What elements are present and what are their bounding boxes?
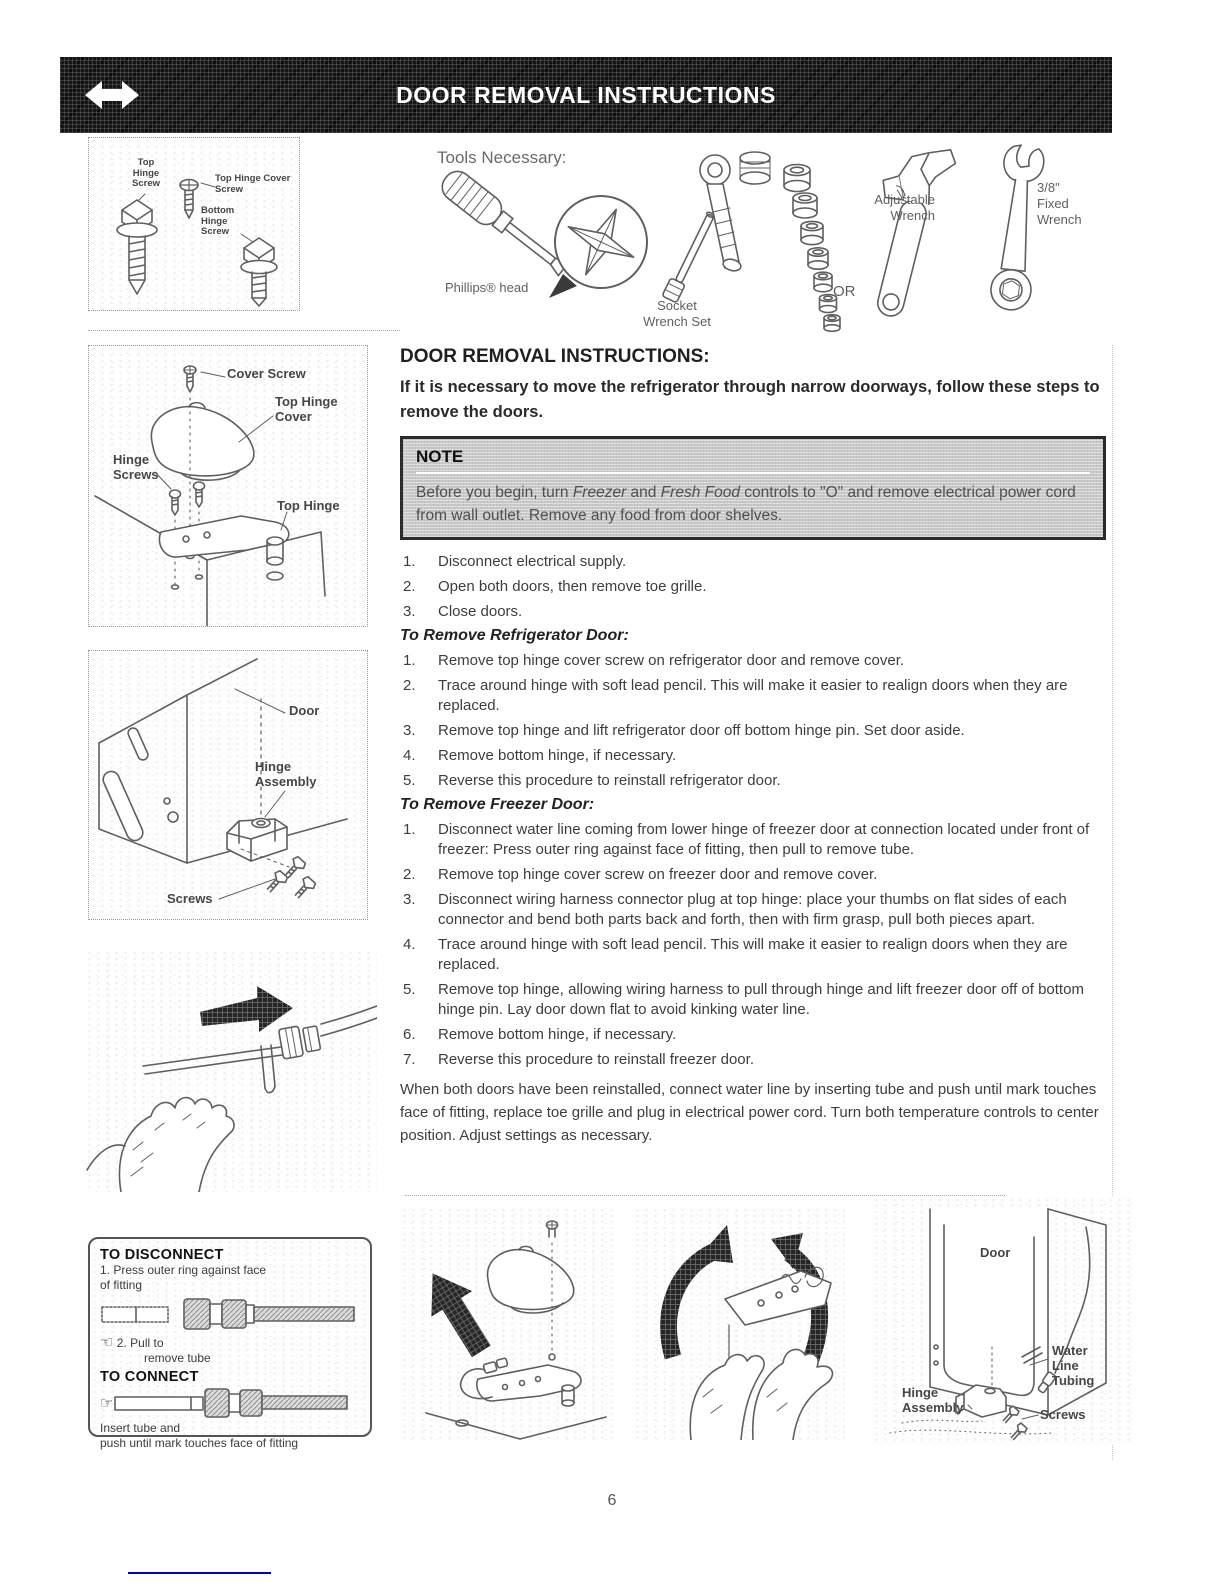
label-water-line-tubing: Water Line Tubing	[1052, 1343, 1095, 1388]
list-item: Close doors.	[438, 603, 523, 620]
tools-heading: Tools Necessary:	[437, 148, 567, 167]
refrigerator-section-heading: To Remove Refrigerator Door:	[400, 627, 629, 644]
list-item: Trace around hinge with soft lead pencil. This will make it easier to realign doors when they are replaced.	[438, 936, 1068, 973]
remove-cover-illustration	[400, 1207, 615, 1440]
top-hinge-figure	[88, 345, 368, 627]
disconnect-harness-illustration	[633, 1207, 845, 1440]
list-item: Reverse this procedure to reinstall freezer door.	[438, 1051, 754, 1068]
list-item: Remove bottom hinge, if necessary.	[438, 747, 677, 764]
label-top-hinge-screw: Top Hinge Screw	[132, 157, 160, 189]
banner-title: DOOR REMOVAL INSTRUCTIONS	[396, 81, 776, 108]
pull-tube-figure	[85, 950, 377, 1192]
list-item: Trace around hinge with soft lead pencil. This will make it easier to realign doors when they are replaced.	[438, 677, 1068, 714]
connect-caption: Insert tube and push until mark touches face of fitting	[100, 1421, 299, 1450]
label-door: Door	[980, 1245, 1011, 1260]
tools-illustration	[425, 142, 1085, 342]
page-number: 6	[607, 1492, 617, 1509]
hand-pointer-icon: ☜	[100, 1333, 114, 1351]
disconnect-step2: ☜ 2. Pull to remove tube	[100, 1333, 211, 1365]
connect-title: TO CONNECT	[100, 1369, 199, 1385]
screw-identification-figure	[88, 137, 300, 311]
top-hinge-illustration	[89, 346, 367, 626]
list-item: Remove top hinge cover screw on refrigerator door and remove cover.	[438, 652, 905, 669]
note-body: Before you begin, turn Freezer and Fresh Food controls to "O" and remove electrical power cord from wall outlet. Remove any food from door shelves.	[416, 484, 1076, 524]
list-item: Remove top hinge cover screw on freezer door and remove cover.	[438, 866, 878, 883]
label-top-hinge-cover: Top Hinge Cover	[275, 394, 338, 424]
freezer-steps-list	[400, 820, 1106, 1070]
page-title: DOOR REMOVAL INSTRUCTIONS:	[400, 346, 710, 367]
label-bottom-hinge-screw: Bottom Hinge Screw	[201, 205, 235, 237]
label-adjustable-wrench: Adjustable Wrench	[874, 192, 935, 223]
disconnect-harness-panel	[633, 1207, 845, 1440]
list-item: Reverse this procedure to reinstall refrigerator door.	[438, 772, 781, 789]
label-phillips-head: Phillips® head	[445, 280, 529, 295]
list-item: Remove bottom hinge, if necessary.	[438, 1026, 677, 1043]
label-top-hinge-cover-screw: Top Hinge Cover Screw	[215, 173, 291, 195]
label-fixed-wrench: 3/8" Fixed Wrench	[1037, 180, 1082, 227]
initial-steps-list	[400, 552, 1106, 622]
label-screws: Screws	[167, 891, 213, 906]
divider-bottom	[405, 1195, 1005, 1196]
freezer-bottom-hinge-panel	[872, 1197, 1135, 1445]
label-door: Door	[289, 703, 320, 718]
remove-cover-panel	[400, 1207, 615, 1440]
closing-paragraph: When both doors have been reinstalled, connect water line by inserting tube and push until mark touches face of fitting, replace toe grille and plug in electrical power cord. Turn both temperature controls to center position. Adjust settings as necessary.	[400, 1081, 1099, 1144]
screws-illustration	[89, 138, 299, 308]
water-line-connect-box	[88, 1237, 372, 1450]
pull-tube-illustration	[85, 950, 377, 1192]
divider-top	[88, 330, 400, 331]
list-item: Open both doors, then remove toe grille.	[438, 578, 707, 595]
label-hinge-screws: Hinge Screws	[113, 452, 159, 482]
list-item: Disconnect wiring harness connector plug at top hinge: place your thumbs on flat sides of each connector and bend both parts back and forth, then with firm grasp, pull both pieces apart.	[438, 891, 1067, 928]
footer-underline	[128, 1572, 271, 1574]
section-banner	[60, 57, 1112, 133]
left-right-arrow-icon	[84, 76, 140, 114]
label-cover-screw: Cover Screw	[227, 366, 306, 381]
disconnect-fitting-illustration	[100, 1293, 358, 1335]
label-or: OR	[833, 283, 856, 300]
note-freshfood-italic: Fresh Food	[660, 484, 740, 501]
list-item: Remove top hinge, allowing wiring harness to pull through hinge and lift freezer door off of bottom hinge pin. Lay door down flat to avoid kinking water line.	[438, 981, 1084, 1018]
connect-fitting-illustration	[113, 1385, 349, 1421]
note-freezer-italic: Freezer	[572, 484, 627, 501]
freezer-section-heading: To Remove Freezer Door:	[400, 796, 595, 813]
label-top-hinge: Top Hinge	[277, 498, 340, 513]
list-item: Disconnect water line coming from lower hinge of freezer door at connection located under front of freezer: Press outer ring against face of fitting, then pull to remove tube.	[438, 821, 1090, 858]
label-hinge-assembly: Hinge Assembly	[902, 1385, 964, 1415]
label-hinge-assembly: Hinge Assembly	[255, 759, 317, 789]
hand-pointer-icon: ☞	[100, 1394, 114, 1412]
disconnect-step1: 1. Press outer ring against face of fitting	[100, 1263, 267, 1292]
disconnect-title: TO DISCONNECT	[100, 1247, 224, 1263]
note-box	[400, 436, 1106, 540]
label-socket-wrench-set: Socket Wrench Set	[643, 298, 711, 329]
list-item: Remove top hinge and lift refrigerator door off bottom hinge pin. Set door aside.	[438, 722, 965, 739]
instructions-column	[400, 346, 1106, 1162]
list-item: Disconnect electrical supply.	[438, 553, 627, 570]
intro-text: If it is necessary to move the refrigerator through narrow doorways, follow these steps to remove the doors.	[400, 378, 1100, 421]
tools-necessary-figure	[425, 142, 1085, 342]
refrigerator-steps-list	[400, 651, 1106, 791]
bottom-hinge-figure	[88, 650, 368, 920]
note-title: NOTE	[416, 447, 1090, 474]
label-screws: Screws	[1040, 1407, 1086, 1422]
